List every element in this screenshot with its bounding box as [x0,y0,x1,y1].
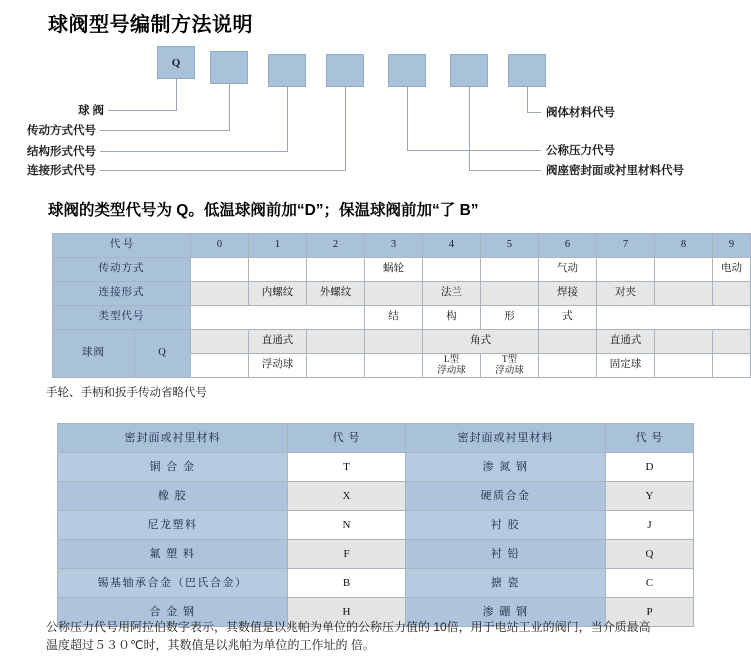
connection-cell-2: 外螺纹 [307,282,365,306]
model-code-diagram [0,40,751,200]
diagram-box-5 [388,54,426,87]
table1-label-connection: 连接形式 [53,282,191,306]
structure-cell-9 [713,330,751,354]
leader-line-3-vertical [287,87,288,151]
table1-header-8: 8 [655,234,713,258]
table1-header-3: 3 [365,234,423,258]
diagram-box-1: Q [157,46,195,79]
table2-code-left-4: B [288,569,406,598]
connection-cell-6: 焊接 [539,282,597,306]
table2-code-right-3: Q [606,540,694,569]
ball-cell-3 [365,354,423,378]
type-spacer [191,306,365,330]
table2-code-right-1: Y [606,482,694,511]
leader-line-5-vertical [407,87,408,150]
table2-code-right-0: D [606,453,694,482]
table2-material-left-5: 合 金 钢 [58,598,288,627]
connection-cell-1: 内螺纹 [249,282,307,306]
footer-line-2: 温度超过５３０℃时，其数值是以兆帕为单位的工作址的 倍。 [46,638,375,652]
table-row [58,511,694,540]
ball-cell-9 [713,354,751,378]
table-row [53,330,751,354]
leader-line-1-horizontal [108,110,177,111]
table1-header-code: 代 号 [53,234,191,258]
type-spacer-right [597,306,751,330]
leader-line-4-horizontal [100,170,346,171]
drive-cell-1 [249,258,307,282]
footer-note [46,618,746,654]
table2-material-right-3: 衬 铅 [406,540,606,569]
diagram-label-structure-code: 结构形式代号 [27,146,96,158]
structure-cell-angle: 角式 [423,330,539,354]
table1-header-4: 4 [423,234,481,258]
leader-line-6-horizontal [469,170,541,171]
leader-line-2-horizontal [100,130,230,131]
table1-header-6: 6 [539,234,597,258]
page-title: 球阀型号编制方法说明 [48,14,253,36]
table1-header-5: 5 [481,234,539,258]
connection-cell-5 [481,282,539,306]
structure-cell-3 [365,330,423,354]
table1-label-ballvalve: 球阀 [53,330,135,378]
diagram-box-3 [268,54,306,87]
drive-cell-8 [655,258,713,282]
table2-material-left-1: 橡 胶 [58,482,288,511]
table2-header-material-right: 密封面或衬里材料 [406,424,606,453]
connection-cell-3 [365,282,423,306]
diagram-label-ball-valve: 球 阀 [78,105,104,117]
table-row [58,540,694,569]
table1-header-2: 2 [307,234,365,258]
table1-header-1: 1 [249,234,307,258]
table2-header-material-left: 密封面或衬里材料 [58,424,288,453]
ball-cell-1: 浮动球 [249,354,307,378]
table-row [58,453,694,482]
structure-cell-6 [539,330,597,354]
connection-cell-9 [713,282,751,306]
ball-cell-7: 固定球 [597,354,655,378]
drive-cell-9: 电动 [713,258,751,282]
diagram-label-nominal-pressure-code: 公称压力代号 [546,145,615,157]
ball-cell-8 [655,354,713,378]
leader-line-3-horizontal [100,151,288,152]
table2-code-left-3: F [288,540,406,569]
table2-code-right-5: P [606,598,694,627]
table1-header-0: 0 [191,234,249,258]
table2-material-left-4: 锡基轴承合金（巴氏合金） [58,569,288,598]
subtitle-text: 球阀的类型代号为 Q。低温球阀前加“D”；保温球阀前加“了 B” [48,202,479,219]
table-row [53,282,751,306]
table2-header-code-left: 代 号 [288,424,406,453]
table2-header-code-right: 代 号 [606,424,694,453]
leader-line-1-vertical [176,79,177,110]
table-row [53,306,751,330]
connection-cell-4: 法兰 [423,282,481,306]
table2-material-right-2: 衬 胶 [406,511,606,540]
structure-cell-2 [307,330,365,354]
table1-ballvalve-code: Q [135,330,191,378]
drive-cell-5 [481,258,539,282]
leader-line-2-vertical [229,84,230,130]
table2-material-right-5: 渗 硼 钢 [406,598,606,627]
type-char-3: 式 [539,306,597,330]
table2-code-left-2: N [288,511,406,540]
leader-line-7-vertical [527,87,528,112]
type-char-2: 形 [481,306,539,330]
table2-material-right-0: 渗 氮 钢 [406,453,606,482]
table-row [58,569,694,598]
code-table [52,233,751,378]
ball-cell-4: L型 浮动球 [423,354,481,378]
table2-material-right-4: 搪 瓷 [406,569,606,598]
diagram-box-7 [508,54,546,87]
diagram-label-connection-code: 连接形式代号 [27,165,96,177]
diagram-box-6 [450,54,488,87]
table1-label-drive: 传动方式 [53,258,191,282]
structure-cell-8 [655,330,713,354]
type-char-1: 构 [423,306,481,330]
table2-code-left-0: T [288,453,406,482]
table1-label-type: 类型代号 [53,306,191,330]
sealing-material-table [57,423,694,627]
leader-line-5-horizontal [407,150,541,151]
table1-note: 手轮、手柄和扳手传动省略代号 [46,387,207,399]
table2-material-left-0: 铜 合 金 [58,453,288,482]
drive-cell-6: 气动 [539,258,597,282]
ball-cell-2 [307,354,365,378]
structure-cell-7: 直通式 [597,330,655,354]
structure-cell-1: 直通式 [249,330,307,354]
table-row [53,234,751,258]
ball-cell-5: T型 浮动球 [481,354,539,378]
leader-line-7-horizontal [527,112,541,113]
leader-line-4-vertical [345,87,346,170]
table2-code-left-1: X [288,482,406,511]
structure-cell-0 [191,330,249,354]
connection-cell-0 [191,282,249,306]
drive-cell-3: 蜗轮 [365,258,423,282]
table2-code-right-4: C [606,569,694,598]
drive-cell-0 [191,258,249,282]
table2-code-left-5: H [288,598,406,627]
table-row [58,482,694,511]
drive-cell-7 [597,258,655,282]
drive-cell-2 [307,258,365,282]
diagram-label-seat-seal-material-code: 阀座密封面或衬里材料代号 [546,165,684,177]
type-char-0: 结 [365,306,423,330]
ball-cell-6 [539,354,597,378]
table1-header-7: 7 [597,234,655,258]
leader-line-6-vertical [469,87,470,170]
table2-material-left-2: 尼龙塑料 [58,511,288,540]
table2-code-right-2: J [606,511,694,540]
table2-material-right-1: 硬质合金 [406,482,606,511]
table2-material-left-3: 氟 塑 料 [58,540,288,569]
connection-cell-8 [655,282,713,306]
diagram-box-4 [326,54,364,87]
footer-line-1: 公称压力代号用阿拉伯数字表示，其数值是以兆帕为单位的公称压力值的 10倍，用于电站工业的阀门，当介质最高 [46,620,651,634]
diagram-label-drive-code: 传动方式代号 [27,125,96,137]
ball-cell-0 [191,354,249,378]
table-row [53,258,751,282]
connection-cell-7: 对夹 [597,282,655,306]
table1-header-9: 9 [713,234,751,258]
diagram-label-body-material-code: 阀体材料代号 [546,107,615,119]
table-row [58,424,694,453]
drive-cell-4 [423,258,481,282]
diagram-box-2 [210,51,248,84]
